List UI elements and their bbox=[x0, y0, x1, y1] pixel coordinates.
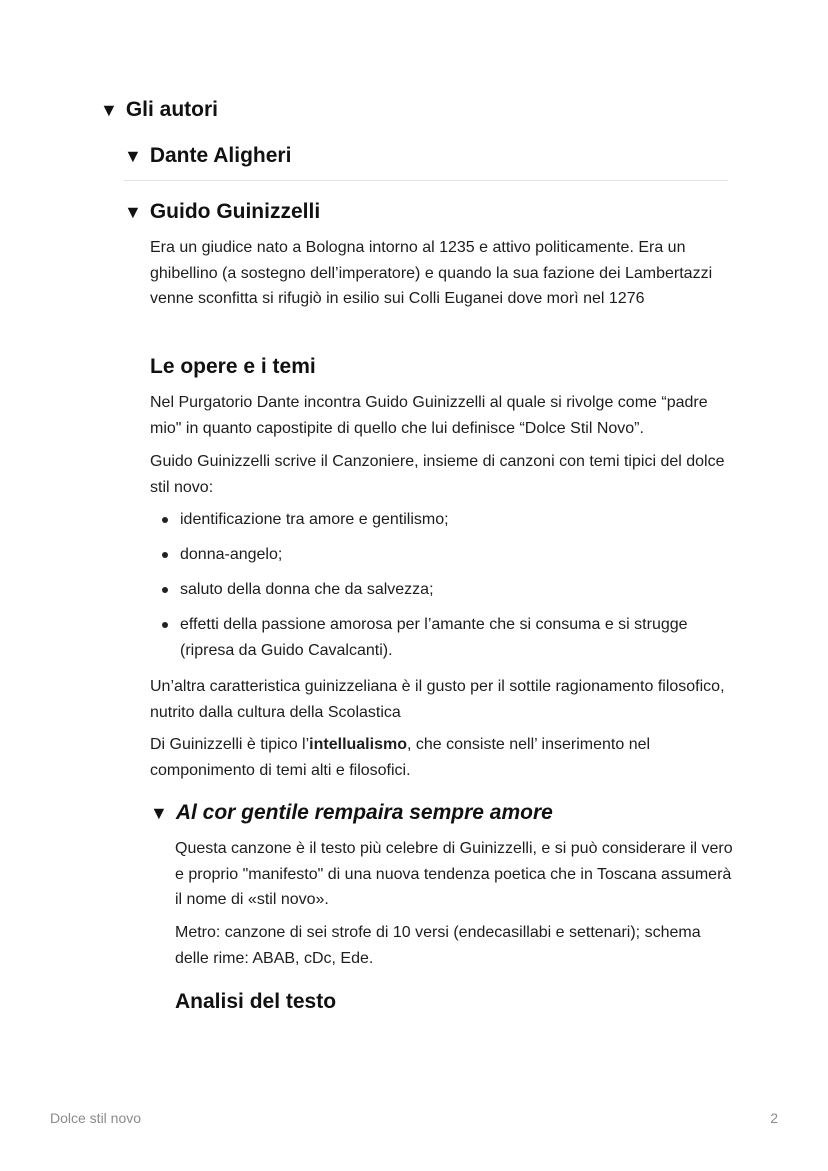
list-item: donna-angelo; bbox=[160, 542, 730, 568]
poem-paragraph-2: Metro: canzone di sei strofe di 10 versi (endecasillabi e settenari); schema delle rime: ABAB, cDc, Ede. bbox=[175, 924, 701, 967]
works-paragraph-3: Un’altra caratteristica guinizzeliana è il gusto per il sottile ragionamento filosofico, nutrito dalla cultura della Scolastica bbox=[150, 678, 725, 721]
themes-list bbox=[160, 507, 730, 673]
footer-page-number: 2 bbox=[770, 1110, 778, 1126]
works-paragraph-4: Di Guinizzelli è tipico l’intellualismo, che consiste nell’ inserimento nel componimento di temi alti e filosofici. bbox=[150, 736, 651, 779]
works-paragraph-1: Nel Purgatorio Dante incontra Guido Guinizzelli al quale si rivolge come “padre mio" in quanto capostipite di quello che lui definisce “Dolce Stil Novo”. bbox=[150, 394, 708, 437]
works-heading: Le opere e i temi bbox=[150, 355, 316, 378]
bullet-icon bbox=[162, 587, 168, 593]
toggle-dante[interactable] bbox=[124, 144, 291, 168]
toggle-guido[interactable] bbox=[124, 200, 320, 224]
authors-heading: Gli autori bbox=[125, 98, 219, 121]
guido-bio: Era un giudice nato a Bologna intorno al 1235 e attivo politicamente. Era un ghibellino (a sostegno dell’imperatore) e quando la sua fazione dei Lambertazzi venne sconfitta si rifugiò in esilio sui Colli Euganei dove morì nel 1276 bbox=[150, 239, 713, 307]
intellectualism-term: intellualismo bbox=[309, 736, 407, 753]
bullet-icon bbox=[162, 552, 168, 558]
footer-doc-title: Dolce stil novo bbox=[50, 1110, 142, 1126]
list-item: saluto della donna che da salvezza; bbox=[160, 577, 730, 603]
list-item: identificazione tra amore e gentilismo; bbox=[160, 507, 730, 533]
dante-heading: Dante Aligheri bbox=[149, 144, 292, 167]
triangle-down-icon[interactable]: ▼ bbox=[100, 100, 118, 120]
triangle-down-icon[interactable]: ▼ bbox=[124, 202, 142, 222]
guido-heading: Guido Guinizzelli bbox=[149, 200, 321, 223]
works-paragraph-2: Guido Guinizzelli scrive il Canzoniere, insieme di canzoni con temi tipici del dolce stil novo: bbox=[150, 453, 725, 496]
triangle-down-icon[interactable]: ▼ bbox=[150, 803, 168, 823]
bullet-icon bbox=[162, 517, 168, 523]
toggle-poem[interactable] bbox=[150, 801, 553, 825]
poem-paragraph-1: Questa canzone è il testo più celebre di Guinizzelli, e si può considerare il vero e proprio "manifesto" di una nuova tendenza poetica che in Toscana assumerà il nome di «stil novo». bbox=[175, 840, 733, 908]
list-item: effetti della passione amorosa per l’amante che si consuma e si strugge (ripresa da Guido Cavalcanti). bbox=[160, 612, 730, 663]
poem-heading: Al cor gentile rempaira sempre amore bbox=[175, 801, 553, 824]
bullet-icon bbox=[162, 622, 168, 628]
analysis-heading: Analisi del testo bbox=[175, 990, 337, 1013]
divider bbox=[124, 180, 728, 181]
triangle-down-icon[interactable]: ▼ bbox=[124, 146, 142, 166]
toggle-authors[interactable] bbox=[100, 98, 218, 122]
